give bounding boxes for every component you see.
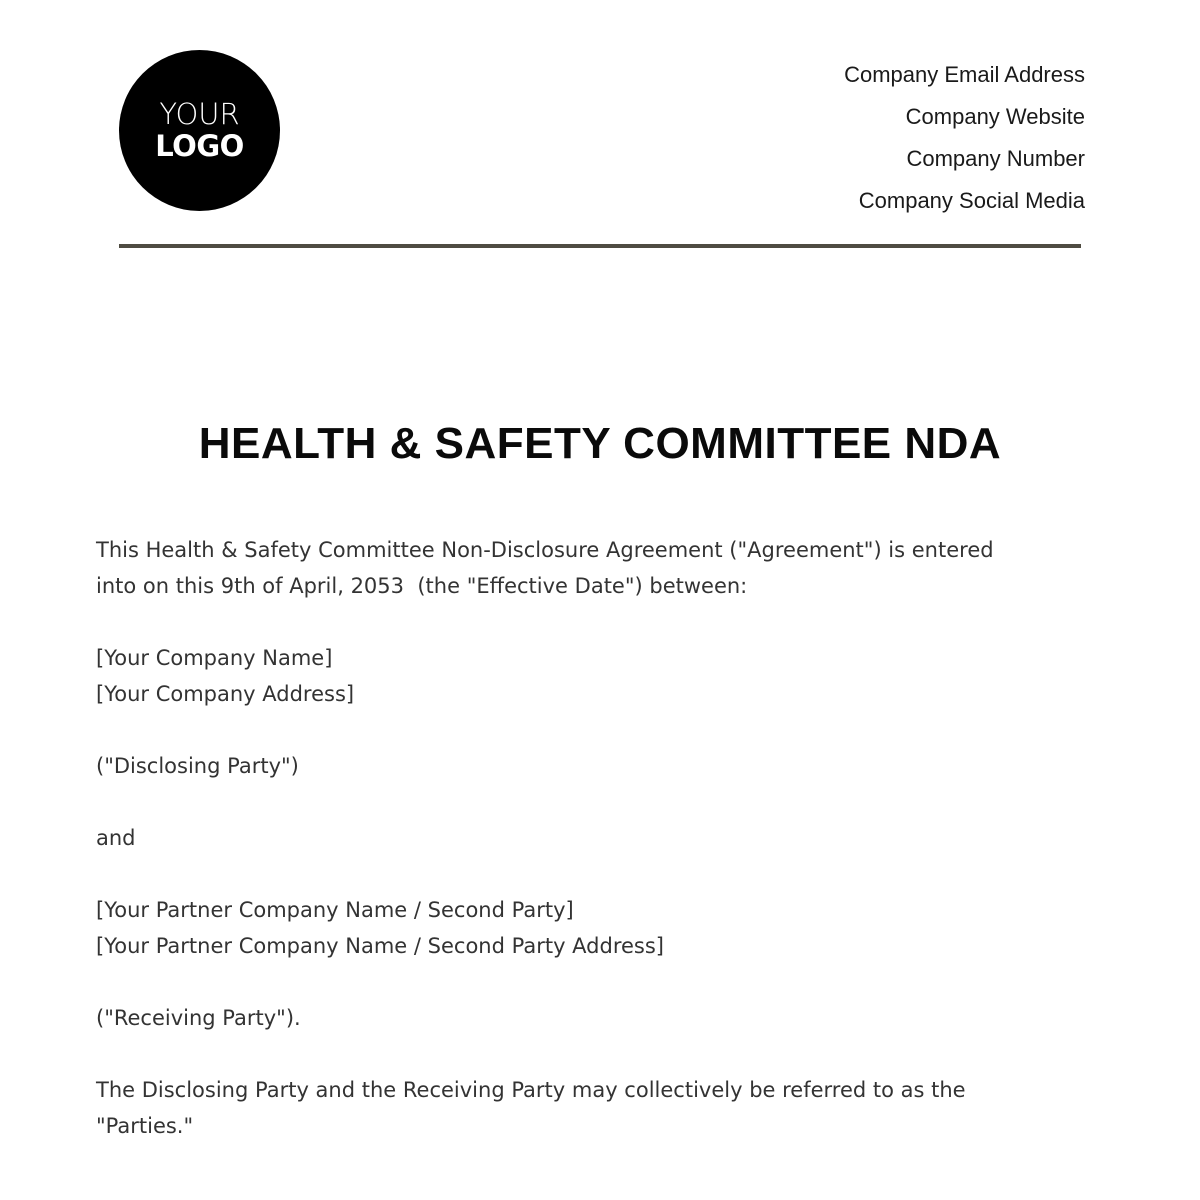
spacer — [96, 856, 1076, 892]
company-number: Company Number — [906, 146, 1085, 171]
spacer — [96, 604, 1076, 640]
spacer — [96, 1036, 1076, 1072]
company-logo — [119, 50, 280, 211]
company-social-media: Company Social Media — [858, 188, 1085, 213]
disclosing-party-address: [Your Company Address] — [96, 682, 355, 706]
closing-line-1: The Disclosing Party and the Receiving Party may collectively be referred to as the — [96, 1078, 966, 1102]
spacer — [96, 964, 1076, 1000]
company-website: Company Website — [905, 104, 1085, 129]
spacer — [96, 784, 1076, 820]
disclosing-party-label: ("Disclosing Party") — [96, 754, 299, 778]
receiving-party-label: ("Receiving Party"). — [96, 1006, 301, 1030]
document-body — [96, 532, 1076, 1144]
company-contact-block — [844, 54, 1085, 222]
disclosing-party-name: [Your Company Name] — [96, 646, 333, 670]
conjunction-and: and — [96, 826, 136, 850]
logo-text-logo: LOGO — [155, 128, 244, 163]
closing-line-2: "Parties." — [96, 1114, 194, 1138]
receiving-party-address: [Your Partner Company Name / Second Party Address] — [96, 934, 664, 958]
header-divider — [119, 244, 1081, 248]
spacer — [96, 712, 1076, 748]
company-email: Company Email Address — [844, 62, 1085, 87]
document-title: HEALTH & SAFETY COMMITTEE NDA — [198, 419, 1002, 468]
intro-line-1: This Health & Safety Committee Non-Disclosure Agreement ("Agreement") is entered — [96, 538, 994, 562]
logo-text-your: YOUR — [159, 96, 240, 131]
receiving-party-name: [Your Partner Company Name / Second Party] — [96, 898, 574, 922]
intro-line-2: into on this 9th of April, 2053 (the "Effective Date") between: — [96, 574, 748, 598]
